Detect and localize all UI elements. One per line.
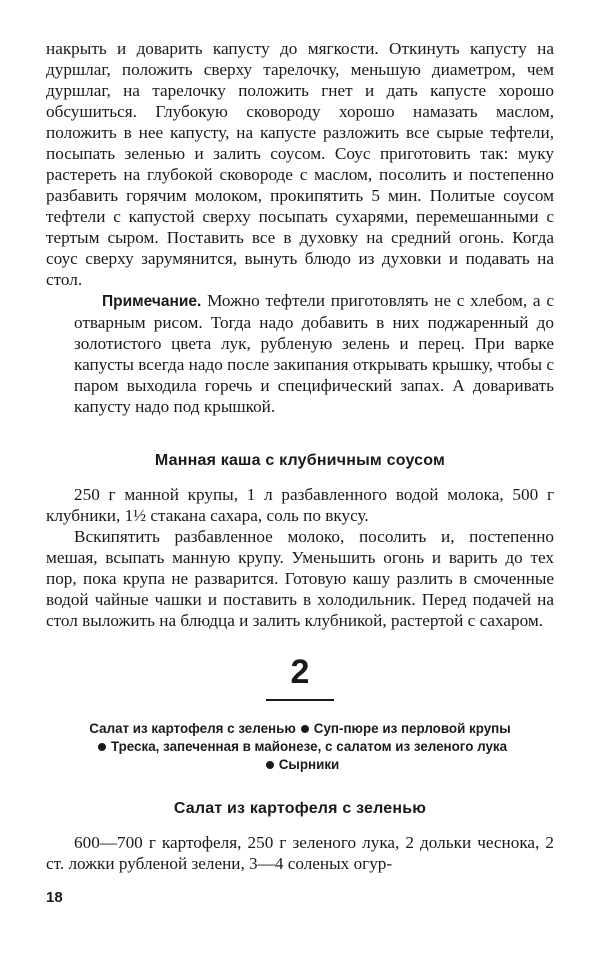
recipe-title-semolina: Манная каша с клубничным соусом — [154, 452, 446, 469]
menu-number: 2 — [290, 653, 310, 691]
recipe-ingredients-semolina: 250 г манной крупы, 1 л разбавленного водой молока, 500 г клубники, 1½ стакана сахара, соль по вкусу. — [46, 485, 554, 525]
menu-line-3 — [0, 756, 600, 774]
note-label: Примечание. — [102, 293, 202, 310]
note-text: Можно тефтели приготовлять не с хлебом, а с отварным рисом. Тогда надо добавить в них поджаренный до золотистого цвета лук, рубленую зелень и перец. При варке капусты всегда надо после закипания открывать крышку, чтобы с паром выходила горечь и специфический запах. А доваривать капусту надо под крышкой. — [74, 291, 554, 416]
paragraph-cabbage-meatballs: накрыть и доварить капусту до мягкости. Откинуть капусту на дуршлаг, положить сверху тарелочку, меньшую диаметром, чем дуршлаг, на тарелочку положить гнет и дать капусте хорошо обсушиться. Глубокую сковороду хорошо намазать маслом, положить в нее капусту, на капусте разложить все сырые тефтели, посыпать зеленью и залить соусом. Соус приготовить так: муку растереть на глубокой сковороде с маслом, посолить и постепенно разбавить горячим молоком, прокипятить 5 мин. Политые соусом тефтели с капустой сверху посыпать сухарями, перемешанными с тертым сыром. Поставить все в духовку на средний огонь. Когда соус сверху зарумянится, вынуть блюдо из духовки и подавать на стол. — [46, 39, 554, 289]
section-divider — [266, 699, 334, 701]
bullet-icon — [98, 743, 106, 751]
page-number: 18 — [46, 889, 63, 906]
bullet-icon — [301, 725, 309, 733]
menu-item-syrniki: Сырники — [278, 757, 340, 772]
menu-line-1 — [0, 720, 600, 738]
menu-item-barley-soup: Суп-пюре из перловой крупы — [313, 721, 511, 736]
bullet-icon — [266, 761, 274, 769]
recipe-title-potato-salad: Салат из картофеля с зеленью — [173, 800, 427, 817]
menu-line-2 — [0, 738, 600, 756]
recipe-method-semolina: Вскипятить разбавленное молоко, посолить и, постепенно мешая, всыпать манную крупу. Уменьшить огонь и варить до тех пор, пока крупа не разварится. Готовую кашу разлить в смоченные водой чайные чашки и поставить в холодильник. Перед подачей на стол выложить на блюдца и залить клубникой, растертой с сахаром. — [46, 527, 554, 630]
recipe-ingredients-potato-salad: 600—700 г картофеля, 250 г зеленого лука, 2 дольки чеснока, 2 ст. ложки рубленой зелени, 3—4 соленых огур- — [46, 833, 554, 873]
menu-item-baked-cod: Треска, запеченная в майонезе, с салатом из зеленого лука — [110, 739, 508, 754]
note-paragraph — [74, 290, 554, 417]
menu-item-potato-salad: Салат из картофеля с зеленью — [89, 721, 296, 736]
